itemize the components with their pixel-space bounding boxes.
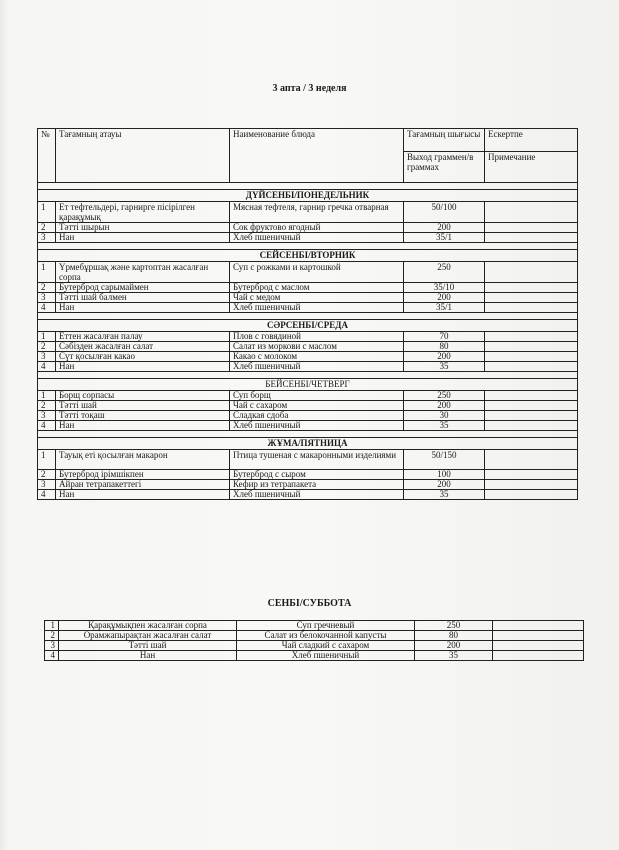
table-row: 3 Тәтті шай балмен Чай с медом 200 xyxy=(38,293,578,303)
table-row: 4 Нан Хлеб пшеничный 35 xyxy=(38,362,578,372)
table-row: 2 Бутерброд сарымаймен Бутерброд с маслом 35/10 xyxy=(38,283,578,293)
header-note-ru: Примечание xyxy=(485,152,578,183)
menu-table xyxy=(37,128,578,500)
table-row: 2 Сәбізден жасалған салат Салат из моркови с маслом 80 xyxy=(38,342,578,352)
table-row: 4 Нан Хлеб пшеничный 35 xyxy=(38,421,578,431)
table-row: 4 Нан Хлеб пшеничный 35 xyxy=(45,651,584,661)
table-row: 3 Айран тетрапакеттегі Кефир из тетрапакета 200 xyxy=(38,480,578,490)
header-no: № xyxy=(38,129,56,183)
day-header-thursday: БЕЙСЕНБІ/ЧЕТВЕРГ xyxy=(38,379,578,391)
page-title: 3 апта / 3 неделя xyxy=(272,83,347,94)
table-row: 3 Сүт қосылған какао Какао с молоком 200 xyxy=(38,352,578,362)
day-header-tuesday: СЕЙСЕНБІ/ВТОРНИК xyxy=(38,250,578,262)
header-name-ru: Наименование блюда xyxy=(230,129,404,183)
table-row: 1 Үрмебұршақ және картоптан жасалған сорпа Суп с рожками и картошкой 250 xyxy=(38,262,578,283)
table-row: 2 Тәтті шырын Сок фруктово ягодный 200 xyxy=(38,223,578,233)
table-row: 2 Орамжапырақтан жасалған салат Салат из белокочанной капусты 80 xyxy=(45,631,584,641)
header-note-kz: Ескертпе xyxy=(485,129,578,152)
day-header-friday: ЖҰМА/ПЯТНИЦА xyxy=(38,438,578,450)
table-row: 1 Қарақұмықпен жасалған сорпа Суп гречневый 250 xyxy=(45,621,584,631)
table-row: 1 Ет тефтельдері, гарнирге пісірілген қарақұмық Мясная тефтеля, гарнир гречка отварная 50/100 xyxy=(38,202,578,223)
header-row xyxy=(38,129,578,152)
table-row: 4 Нан Хлеб пшеничный 35 xyxy=(38,490,578,500)
table-row: 3 Тәтті тоқаш Сладкая сдоба 30 xyxy=(38,411,578,421)
table-row: 3 Нан Хлеб пшеничный 35/1 xyxy=(38,233,578,243)
table-row: 1 Борщ сорпасы Суп борщ 250 xyxy=(38,391,578,401)
table-row: 4 Нан Хлеб пшеничный 35/1 xyxy=(38,303,578,313)
table-row: 1 Тауық еті қосылған макарон Птица тушеная с макаронными изделиями 50/150 xyxy=(38,450,578,470)
table-row: 2 Бутерброд ірімшікпен Бутерброд с сыром 100 xyxy=(38,470,578,480)
header-output-ru: Выход граммен/в граммах xyxy=(404,152,485,183)
table-row: 3 Тәтті шай Чай сладкий с сахаром 200 xyxy=(45,641,584,651)
day-header-monday: ДҮЙСЕНБІ/ПОНЕДЕЛЬНИК xyxy=(38,190,578,202)
saturday-table xyxy=(44,620,584,661)
table-row: 1 Еттен жасалған палау Плов с говядиной 70 xyxy=(38,332,578,342)
header-name-kz: Тағамның атауы xyxy=(56,129,230,183)
saturday-title: СЕНБІ/СУББОТА xyxy=(267,598,352,609)
table-row: 2 Тәтті шай Чай с сахаром 200 xyxy=(38,401,578,411)
header-output-kz: Тағамның шығысы xyxy=(404,129,485,152)
day-header-wednesday: СӘРСЕНБІ/СРЕДА xyxy=(38,320,578,332)
